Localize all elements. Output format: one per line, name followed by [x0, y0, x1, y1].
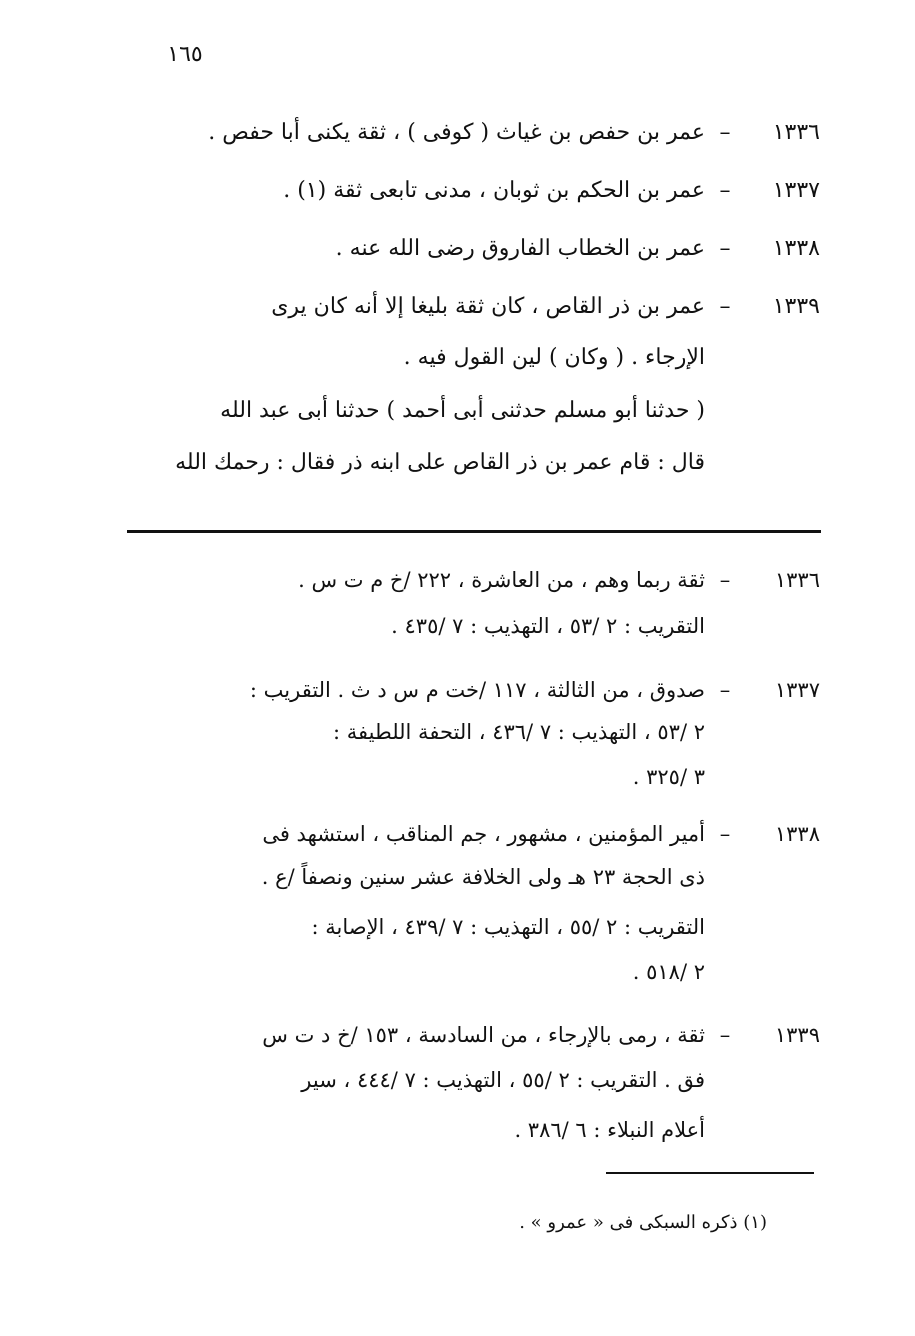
entry-number: ١٣٣٧ — [772, 178, 820, 203]
note-1337 — [250, 668, 820, 713]
section-divider — [127, 530, 821, 533]
entry-dash: – — [719, 178, 731, 203]
entry-number: ١٣٣٦ — [772, 120, 820, 145]
note-continuation: أعلام النبلاء : ٦ /٣٨٦ . — [514, 1118, 705, 1142]
note-dash: – — [719, 1023, 731, 1047]
note-number: ١٣٣٨ — [774, 822, 820, 846]
note-1338 — [262, 812, 820, 857]
note-text: صدوق ، من الثالثة ، ١١٧ /خت م س د ث . التقريب : — [249, 678, 705, 702]
entry-continuation: ( حدثنا أبو مسلم حدثنى أبى أحمد ) حدثنا أبى عبد الله — [220, 398, 705, 423]
entry-dash: – — [719, 120, 731, 145]
note-dash: – — [719, 822, 731, 846]
note-dash: – — [719, 568, 731, 592]
note-continuation: التقريب : ٢ /٥٣ ، التهذيب : ٧ /٤٣٥ . — [391, 614, 705, 638]
entry-text: عمر بن الخطاب الفاروق رضى الله عنه . — [335, 236, 705, 261]
note-text: ثقة ، رمى بالإرجاء ، من السادسة ، ١٥٣ /خ د ت س — [262, 1023, 705, 1047]
entry-number: ١٣٣٨ — [772, 236, 820, 261]
footnote: (١) ذكره السبكى فى « عمرو » . — [519, 1212, 767, 1233]
note-text: أمير المؤمنين ، مشهور ، جم المناقب ، استشهد فى — [262, 822, 705, 846]
entry-dash: – — [719, 294, 731, 319]
entry-number: ١٣٣٩ — [772, 294, 820, 319]
note-continuation: ٢ /٥١٨ . — [632, 960, 705, 984]
entry-text: عمر بن حفص بن غياث ( كوفى ) ، ثقة يكنى أبا حفص . — [208, 120, 705, 145]
note-number: ١٣٣٧ — [774, 678, 820, 702]
note-continuation: ذى الحجة ٢٣ هـ ولى الخلافة عشر سنين ونصفاً /ع . — [261, 865, 705, 889]
entry-1339 — [271, 280, 820, 334]
entry-dash: – — [719, 236, 731, 261]
entry-text: عمر بن ذر القاص ، كان ثقة بليغا إلا أنه كان يرى — [271, 294, 705, 319]
note-1336 — [298, 558, 820, 603]
page-number: ١٦٥ — [167, 42, 203, 67]
entry-text: عمر بن الحكم بن ثوبان ، مدنى تابعى ثقة (١) . — [283, 178, 705, 203]
note-number: ١٣٣٦ — [774, 568, 820, 592]
note-continuation: التقريب : ٢ /٥٥ ، التهذيب : ٧ /٤٣٩ ، الإصابة : — [311, 915, 705, 939]
note-continuation: ٢ /٥٣ ، التهذيب : ٧ /٤٣٦ ، التحفة اللطيفة : — [333, 720, 705, 744]
note-continuation: ٣ /٣٢٥ . — [632, 765, 705, 789]
note-number: ١٣٣٩ — [774, 1023, 820, 1047]
note-1339 — [262, 1013, 820, 1058]
entry-1337 — [283, 164, 820, 218]
footnote-divider — [606, 1172, 814, 1174]
note-continuation: فق . التقريب : ٢ /٥٥ ، التهذيب : ٧ /٤٤٤ ، سير — [301, 1068, 705, 1092]
entry-1338 — [336, 222, 820, 276]
entry-1336 — [208, 106, 820, 160]
note-dash: – — [719, 678, 731, 702]
note-text: ثقة ربما وهم ، من العاشرة ، ٢٢٢ /خ م ت س . — [298, 568, 705, 592]
entry-continuation: قال : قام عمر بن ذر القاص على ابنه ذر فقال : رحمك الله — [175, 450, 705, 475]
entry-continuation: الإرجاء . ( وكان ) لين القول فيه . — [403, 345, 705, 370]
